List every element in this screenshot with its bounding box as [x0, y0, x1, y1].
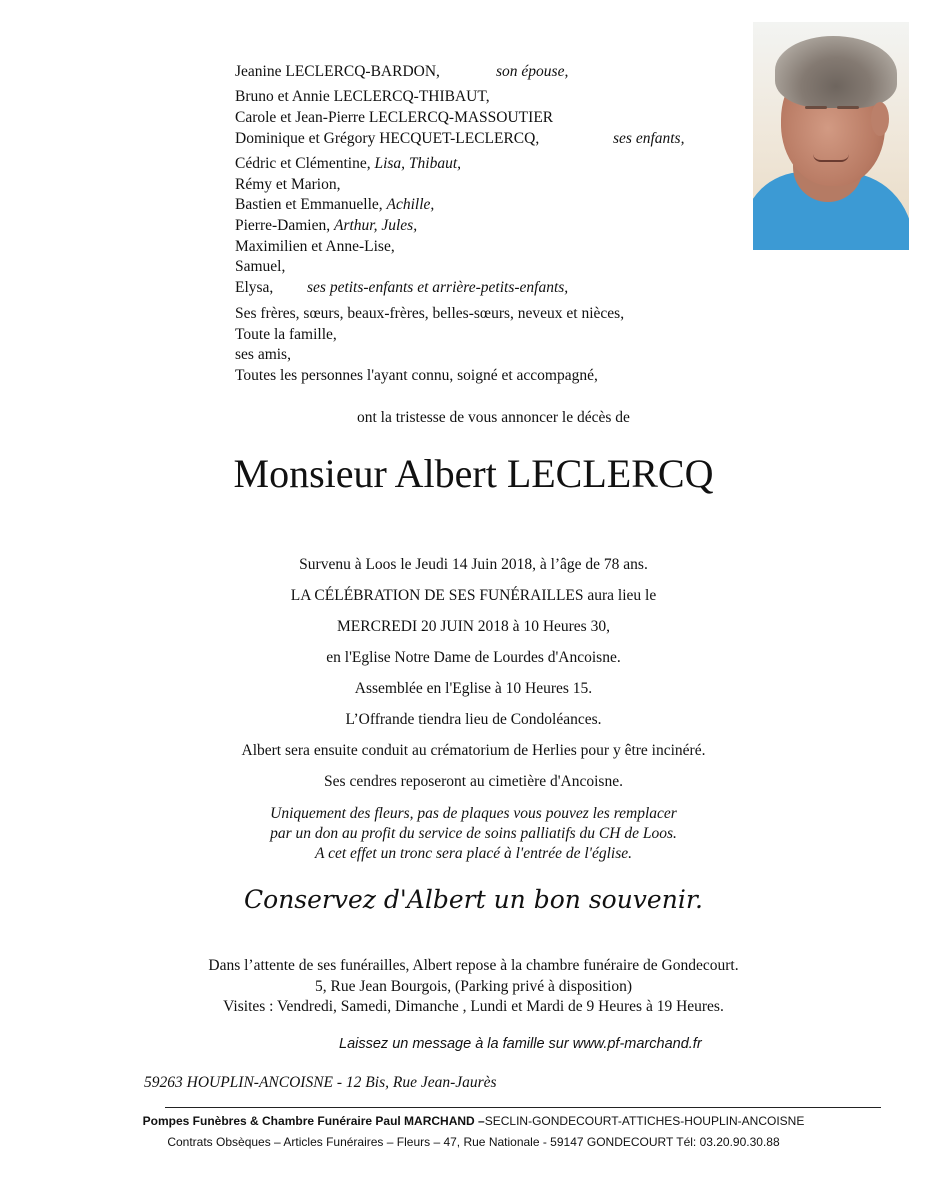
detail-line-1: Survenu à Loos le Jeudi 14 Juin 2018, à l’âge de 78 ans.: [299, 556, 648, 573]
grandchildren-line-2: Rémy et Marion,: [235, 176, 341, 193]
footer-line-1: Pompes Funèbres & Chambre Funéraire Paul MARCHAND –SECLIN-GONDECOURT-ATTICHES-HOUPLIN-ANCOISNE: [142, 1114, 805, 1128]
message-link[interactable]: Laissez un message à la famille sur www.pf-marchand.fr: [339, 1036, 702, 1052]
rest-line-3: Visites : Vendredi, Samedi, Dimanche , Lundi et Mardi de 9 Heures à 19 Heures.: [223, 998, 724, 1015]
others-line-3: ses amis,: [235, 346, 291, 363]
portrait-photo: [753, 22, 909, 250]
epouse-name: Jeanine LECLERCQ-BARDON,: [235, 63, 440, 80]
announce-text: ont la tristesse de vous annoncer le décès de: [357, 409, 630, 426]
detail-line-7: Albert sera ensuite conduit au crématorium de Herlies pour y être incinéré.: [241, 742, 706, 759]
notice-line-3: A cet effet un tronc sera placé à l'entrée de l'église.: [315, 845, 632, 862]
notice-line-1: Uniquement des fleurs, pas de plaques vous pouvez les remplacer: [270, 805, 677, 822]
grandchildren-line-4: Pierre-Damien, Arthur, Jules,: [235, 217, 418, 234]
deceased-name: Monsieur Albert LECLERCQ: [233, 451, 714, 496]
children-line-1: Bruno et Annie LECLERCQ-THIBAUT,: [235, 88, 490, 105]
footer-line-2: Contrats Obsèques – Articles Funéraires – Fleurs – 47, Rue Nationale - 59147 GONDECOURT Tél: 03.20.90.30.88: [167, 1135, 780, 1149]
detail-line-4: en l'Eglise Notre Dame de Lourdes d'Ancoisne.: [326, 649, 621, 666]
rest-line-2: 5, Rue Jean Bourgois, (Parking privé à disposition): [314, 978, 632, 995]
detail-line-6: L’Offrande tiendra lieu de Condoléances.: [345, 711, 602, 728]
detail-line-2: LA CÉLÉBRATION DE SES FUNÉRAILLES aura lieu le: [290, 587, 657, 604]
grandchildren-line-3: Bastien et Emmanuelle, Achille,: [235, 196, 435, 213]
grandchildren-line-1: Cédric et Clémentine, Lisa, Thibaut,: [235, 155, 462, 172]
souvenir-text: Conservez d'Albert un bon souvenir.: [244, 885, 703, 914]
grandchildren-line-6: Samuel,: [235, 258, 286, 275]
grandchildren-line-5: Maximilien et Anne-Lise,: [235, 238, 395, 255]
children-line-2: Carole et Jean-Pierre LECLERCQ-MASSOUTIER: [235, 109, 554, 126]
address-text: 59263 HOUPLIN-ANCOISNE - 12 Bis, Rue Jean-Jaurès: [144, 1074, 497, 1091]
children-role: ses enfants,: [613, 130, 685, 147]
rest-line-1: Dans l’attente de ses funérailles, Albert repose à la chambre funéraire de Gondecourt.: [208, 957, 739, 974]
others-line-4: Toutes les personnes l'ayant connu, soigné et accompagné,: [235, 367, 598, 384]
family-line-epouse: [235, 63, 440, 81]
others-line-2: Toute la famille,: [235, 326, 337, 343]
footer-divider: [165, 1107, 881, 1108]
epouse-role: son épouse,: [496, 63, 569, 80]
notice-line-2: par un don au profit du service de soins palliatifs du CH de Loos.: [270, 825, 677, 842]
grandchildren-role: ses petits-enfants et arrière-petits-enfants,: [307, 279, 569, 296]
children-line-3: Dominique et Grégory HECQUET-LECLERCQ,: [235, 130, 540, 147]
detail-line-3: MERCREDI 20 JUIN 2018 à 10 Heures 30,: [337, 618, 610, 635]
detail-line-8: Ses cendres reposeront au cimetière d'Ancoisne.: [324, 773, 623, 790]
others-line-1: Ses frères, sœurs, beaux-frères, belles-sœurs, neveux et nièces,: [235, 305, 625, 322]
grandchildren-line-7: Elysa,: [235, 279, 274, 296]
detail-line-5: Assemblée en l'Eglise à 10 Heures 15.: [354, 680, 593, 697]
